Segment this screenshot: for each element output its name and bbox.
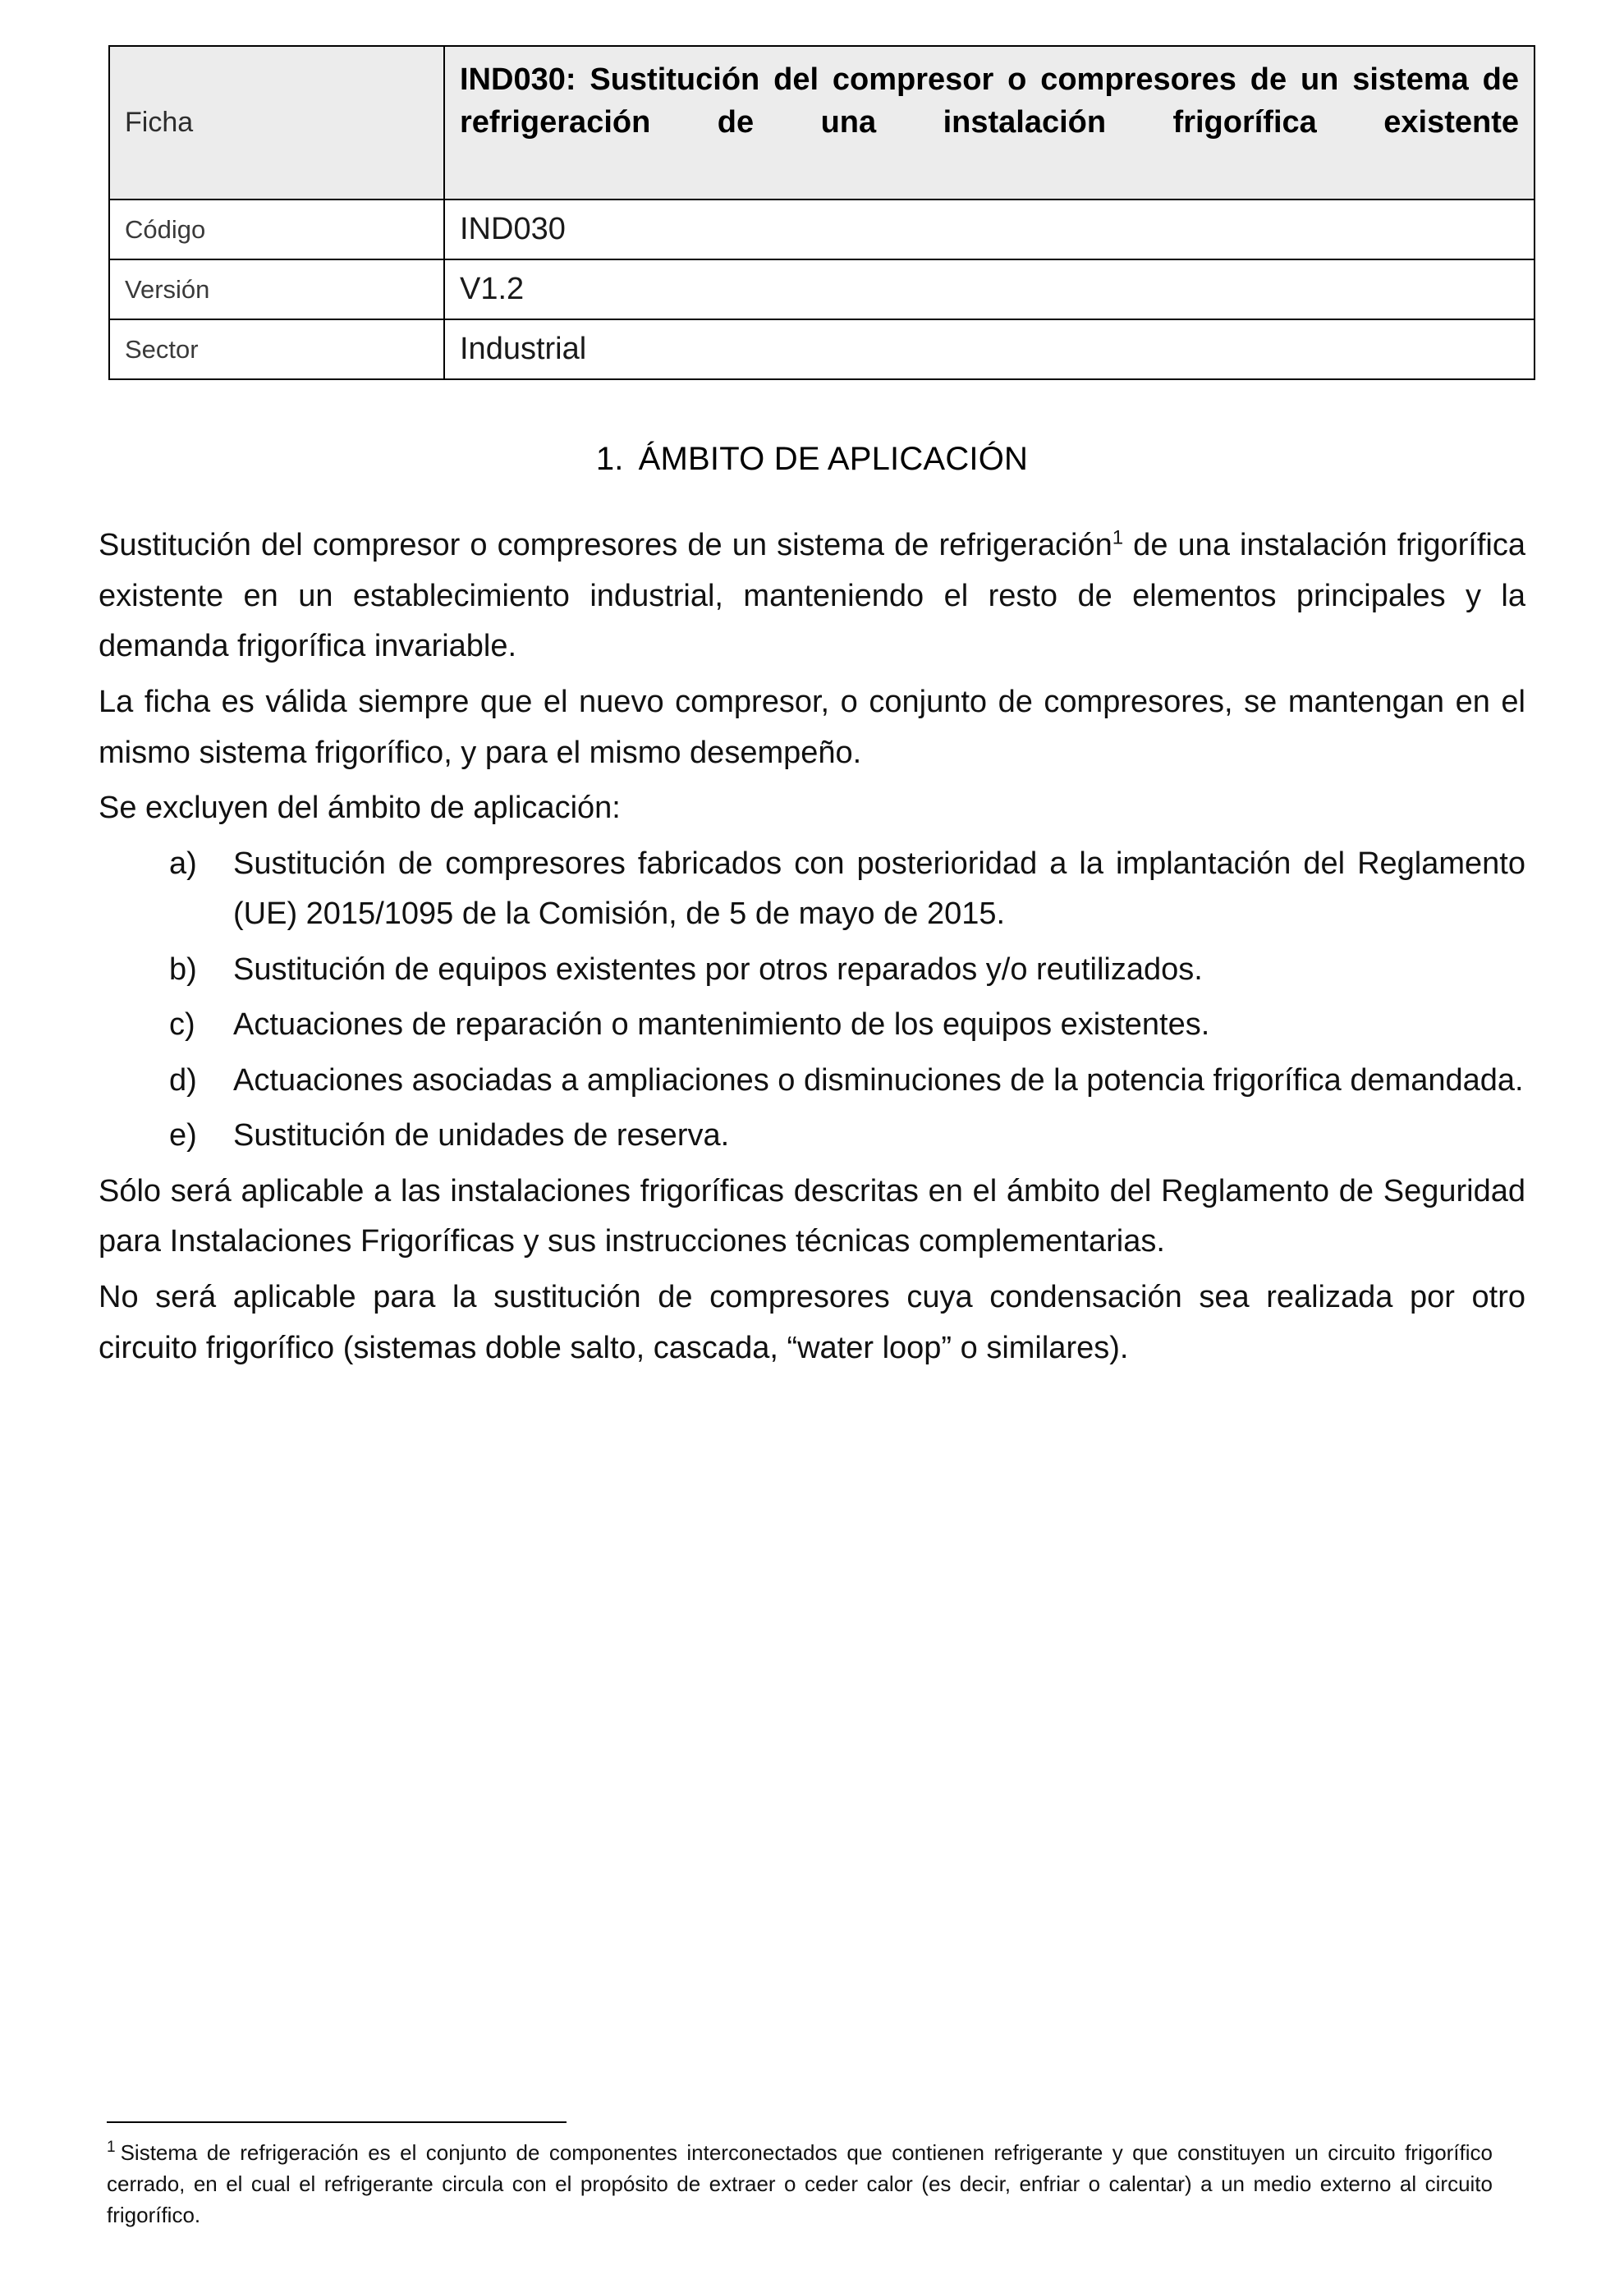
paragraph-scope-1-part1: Sustitución del compresor o compresores de un sistema de refrigeración [99,528,1112,563]
footnote-marker: 1 [107,2139,116,2157]
list-item-marker: b) [169,951,197,987]
paragraph-scope-1 [99,520,1525,672]
list-item-text: Sustitución de equipos existentes por otros reparados y/o reutilizados. [233,951,1203,987]
codigo-value-cell: IND030 [444,199,1535,259]
footnote-area [99,2121,1525,2231]
sector-label-cell: Sector [109,319,444,379]
table-row-version [109,259,1535,319]
table-row-ficha [109,46,1535,199]
paragraph-scope-1-part2: de una instalación frigorífica existente en un establecimiento industrial, manteniendo el resto de elementos principales y la demanda frigorífica invariable. [99,528,1525,664]
list-item-marker: d) [169,1062,197,1098]
list-item [169,945,1525,996]
list-item [169,1111,1525,1162]
paragraph-scope-2: La ficha es válida siempre que el nuevo compresor, o conjunto de compresores, se mantengan en el mismo sistema frigorífico, y para el mismo desempeño. [99,684,1525,770]
list-item-text: Actuaciones asociadas a ampliaciones o disminuciones de la potencia frigorífica demandada. [233,1062,1524,1098]
ficha-header-table [108,45,1535,380]
table-row-sector [109,319,1535,379]
list-item-text: Sustitución de unidades de reserva. [233,1118,730,1153]
footnote-1 [107,2138,1525,2231]
section-heading [99,441,1525,478]
codigo-label-cell: Código [109,199,444,259]
sector-value-cell: Industrial [444,319,1535,379]
section-title-text: ÁMBITO DE APLICACIÓN [638,441,1029,478]
ficha-label-cell: Ficha [109,46,444,199]
list-item [169,839,1525,940]
table-row-codigo [109,199,1535,259]
list-item-marker: c) [169,1007,195,1043]
list-item [169,1056,1525,1107]
version-label-cell: Versión [109,259,444,319]
ficha-title-text: IND030: Sustitución del compresor o compresores de un sistema de refrigeración de una instalación frigorífica existente [460,62,1519,140]
footnote-text: Sistema de refrigeración es el conjunto de componentes interconectados que contienen refrigerante y que constituyen un circuito frigorífico cerrado, en el cual el refrigerante circula con el propósito de extraer o ceder calor (es decir, enfriar o calentar) a un medio externo al circuito frigorífico. [107,2140,1493,2228]
list-item-text: Actuaciones de reparación o mantenimiento de los equipos existentes. [233,1007,1210,1043]
paragraph-scope-4: No será aplicable para la sustitución de compresores cuya condensación sea realizada por otro circuito frigorífico (sistemas doble salto, cascada, “water loop” o similares). [99,1279,1525,1365]
paragraph-scope-3: Sólo será aplicable a las instalaciones frigoríficas descritas en el ámbito del Reglamento de Seguridad para Instalaciones Frigoríficas y sus instrucciones técnicas complementarias. [99,1173,1525,1259]
exclusions-list [99,839,1525,1162]
version-value-cell: V1.2 [444,259,1535,319]
section-number: 1. [595,441,624,478]
list-item-marker: e) [169,1118,197,1153]
list-item [169,1000,1525,1051]
list-item-text: Sustitución de compresores fabricados con posterioridad a la implantación del Reglamento (UE) 2015/1095 de la Comisión, de 5 de mayo de 2015. [233,846,1525,932]
list-item-marker: a) [169,846,197,881]
paragraph-exclusions-intro: Se excluyen del ámbito de aplicación: [99,791,621,826]
ficha-title-cell [444,46,1535,199]
footnote-reference-1: 1 [1112,526,1124,549]
footnote-separator [107,2121,567,2123]
